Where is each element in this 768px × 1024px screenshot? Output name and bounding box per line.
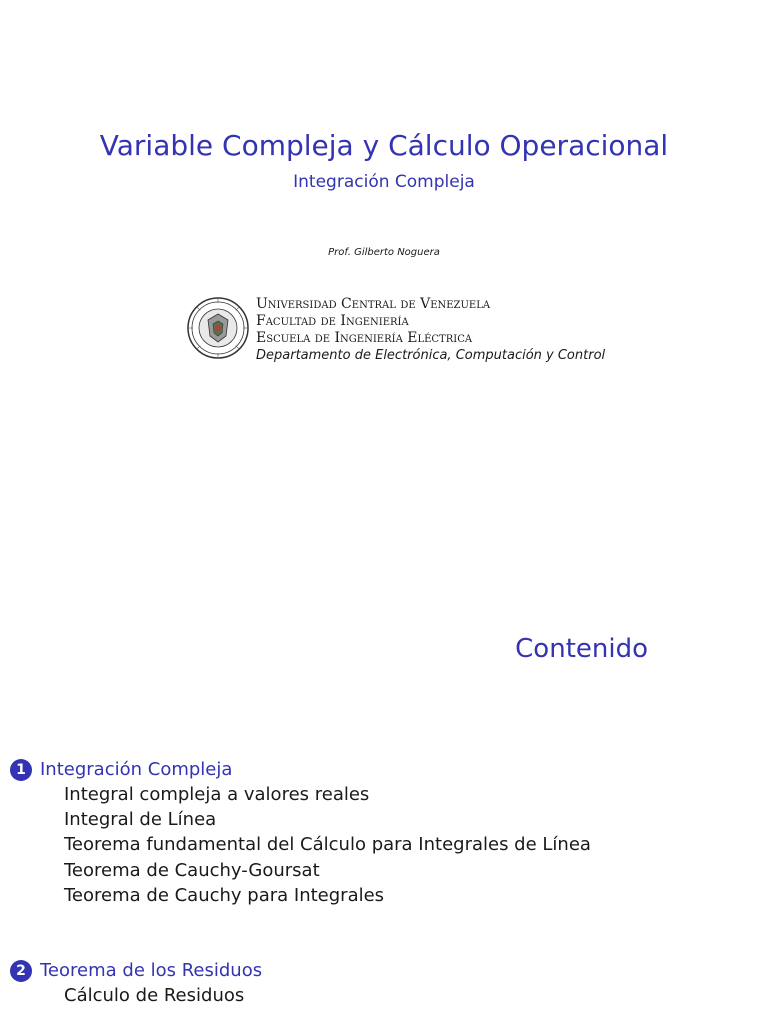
section-title: Teorema de los Residuos: [40, 960, 263, 981]
institute-faculty: Facultad de Ingeniería: [256, 313, 409, 329]
section-heading[interactable]: [10, 958, 262, 983]
subsection-item[interactable]: Integral compleja a valores reales: [64, 784, 370, 805]
subsection-item[interactable]: Teorema fundamental del Cálculo para Integrales de Línea: [64, 834, 591, 856]
institute-block: [186, 296, 626, 366]
section-number-badge: 1: [10, 759, 32, 781]
presentation-title: Variable Compleja y Cálculo Operacional: [99, 129, 669, 162]
subsection-item[interactable]: Teorema de Cauchy para Integrales: [64, 884, 385, 906]
presentation-subtitle: Integración Compleja: [293, 172, 475, 192]
contents-section-1: [10, 757, 591, 908]
subsection-item[interactable]: Teorema de Cauchy-Goursat: [64, 859, 320, 881]
institute-text: [256, 296, 605, 365]
subsection-item[interactable]: Cálculo de Residuos: [64, 985, 245, 1006]
institute-department: Departamento de Electrónica, Computación y Control: [256, 348, 606, 363]
contents-section-2: [10, 958, 262, 1008]
section-title: Integración Compleja: [40, 759, 233, 780]
institute-school: Escuela de Ingeniería Eléctrica: [256, 330, 473, 346]
university-seal-icon: [186, 296, 250, 360]
contents-heading: Contenido: [515, 634, 648, 664]
author-name: Prof. Gilberto Noguera: [328, 247, 440, 258]
section-number-badge: 2: [10, 960, 32, 982]
subsection-item[interactable]: Integral de Línea: [64, 809, 217, 831]
section-heading[interactable]: [10, 757, 591, 782]
institute-university: Universidad Central de Venezuela: [256, 296, 491, 312]
